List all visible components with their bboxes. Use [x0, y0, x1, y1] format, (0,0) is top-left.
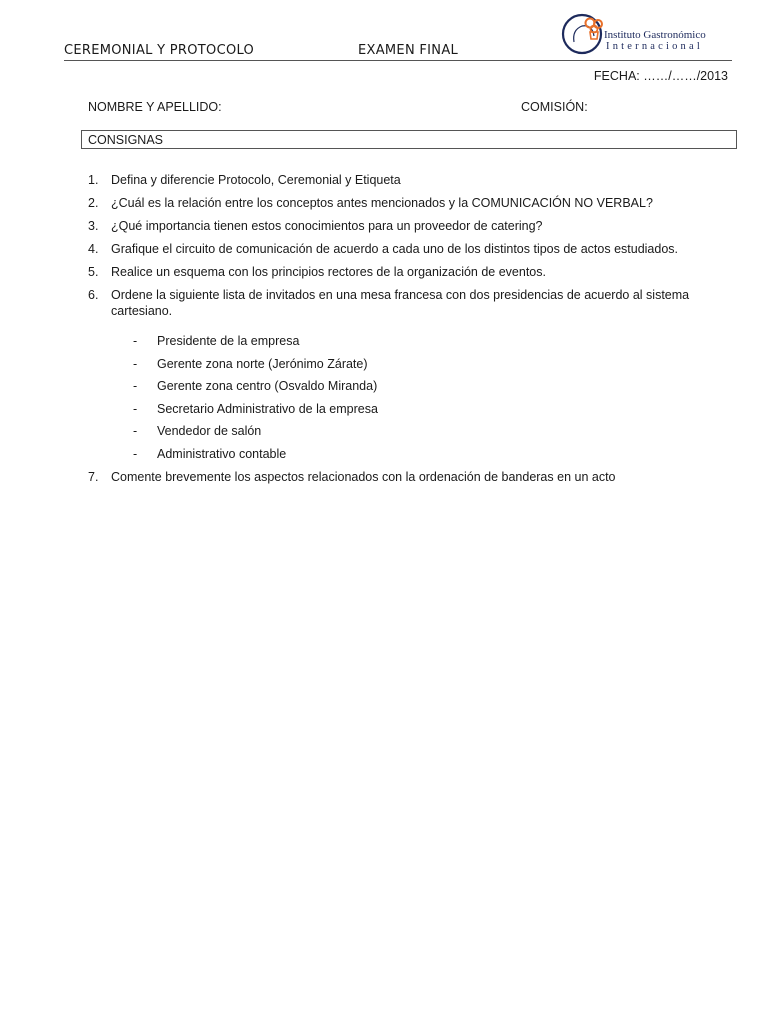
chef-hat-logo-icon	[560, 12, 610, 56]
question-item-5	[88, 264, 738, 280]
question-text: Ordene la siguiente lista de invitados en una mesa francesa con dos presidencias de acuerdo al sistema cartesiano.	[111, 288, 690, 318]
bullet-dash: -	[133, 379, 138, 394]
question-item-6	[88, 287, 738, 319]
question-text: Realice un esquema con los principios rectores de la organización de eventos.	[111, 265, 546, 279]
logo-text-line2: Internacional	[606, 41, 703, 52]
question-number: 3.	[88, 219, 99, 233]
bullet-dash: -	[133, 401, 138, 416]
question-number: 5.	[88, 265, 99, 279]
instructions-box	[81, 130, 737, 149]
question-text: ¿Cuál es la relación entre los conceptos antes mencionados y la COMUNICACIÓN NO VERBAL?	[111, 196, 653, 210]
question-item-3	[88, 218, 738, 234]
guest-text: Gerente zona centro (Osvaldo Miranda)	[157, 379, 378, 394]
bullet-dash: -	[133, 356, 138, 371]
guest-item	[88, 446, 738, 469]
guest-text: Gerente zona norte (Jerónimo Zárate)	[157, 356, 368, 371]
date-field: FECHA: ……/……/2013	[593, 69, 728, 83]
guest-text: Presidente de la empresa	[157, 334, 300, 348]
commission-field-label: COMISIÓN:	[521, 100, 588, 114]
question-item-2	[88, 195, 738, 211]
question-text: Comente brevemente los aspectos relacionados con la ordenación de banderas en un acto	[111, 469, 616, 484]
guest-item	[88, 356, 738, 379]
header-divider	[64, 60, 732, 61]
question-number: 7.	[88, 469, 99, 484]
bullet-dash: -	[133, 446, 138, 461]
question-number: 6.	[88, 288, 99, 302]
guest-item	[88, 333, 738, 356]
bullet-dash: -	[133, 334, 138, 348]
guest-list	[88, 333, 738, 469]
guest-text: Administrativo contable	[157, 446, 287, 461]
question-number: 1.	[88, 173, 99, 187]
guest-item	[88, 423, 738, 446]
question-item-4	[88, 241, 738, 257]
guest-item	[88, 378, 738, 401]
question-list	[88, 172, 738, 485]
guest-item	[88, 401, 738, 424]
subject-title: CEREMONIAL Y PROTOCOLO	[64, 43, 255, 58]
instructions-heading: CONSIGNAS	[88, 133, 164, 147]
bullet-dash: -	[133, 424, 138, 439]
logo-text-line1: Instituto Gastronómico	[604, 29, 706, 41]
question-number: 2.	[88, 196, 99, 210]
guest-text: Vendedor de salón	[157, 424, 262, 439]
name-field-label: NOMBRE Y APELLIDO:	[88, 100, 222, 114]
question-text: ¿Qué importancia tienen estos conocimientos para un proveedor de catering?	[111, 219, 543, 233]
question-text: Grafique el circuito de comunicación de acuerdo a cada uno de los distintos tipos de actos estudiados.	[111, 242, 679, 256]
question-text: Defina y diferencie Protocolo, Ceremonial y Etiqueta	[111, 173, 401, 187]
question-item-7	[88, 469, 738, 485]
question-number: 4.	[88, 242, 99, 256]
guest-text: Secretario Administrativo de la empresa	[157, 401, 378, 416]
question-item-1	[88, 172, 738, 188]
institute-logo	[560, 12, 720, 54]
exam-title: EXAMEN FINAL	[358, 43, 459, 58]
